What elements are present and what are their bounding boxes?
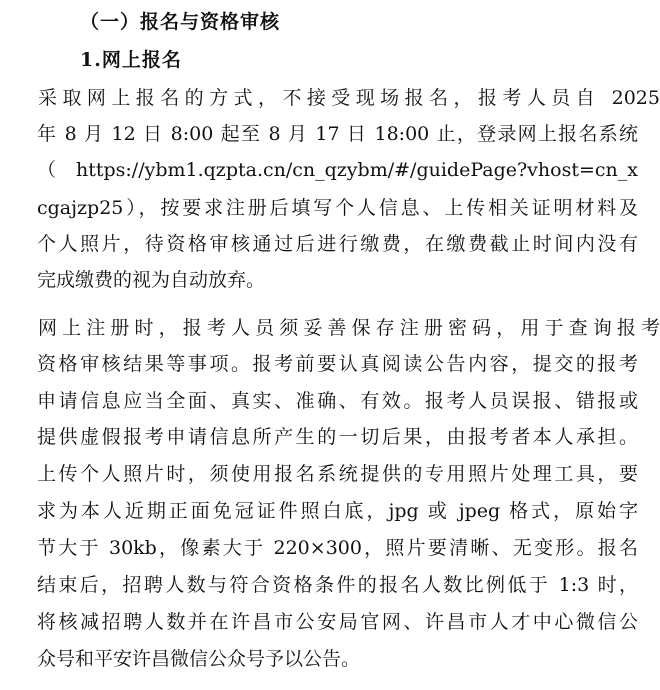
- paragraph2-line: 结束后，招聘人数与符合资格条件的报名人数比例低于 1:3 时，: [37, 574, 638, 596]
- paragraph2-line: 网上注册时，报考人员须妥善保存注册密码，用于查询报考: [38, 317, 660, 339]
- paragraph2-line: 节大于 30kb，像素大于 220×300，照片要清晰、无变形。报名: [37, 537, 638, 559]
- paragraph2-line: 求为本人近期正面免冠证件照白底，jpg 或 jpeg 格式，原始字: [37, 500, 638, 522]
- paragraph2-line: 将核减招聘人数并在许昌市公安局官网、许昌市人才中心微信公: [37, 611, 638, 633]
- paragraph2-line: 上传个人照片时，须使用报名系统提供的专用照片处理工具，要: [37, 463, 638, 485]
- paragraph2-line: 众号和平安许昌微信公众号予以公告。: [37, 648, 361, 670]
- paragraph2-line: 资格审核结果等事项。报考前要认真阅读公告内容，提交的报考: [37, 353, 638, 375]
- sub-heading: 1.网上报名: [80, 49, 182, 71]
- paragraph2-line: 提供虚假报考申请信息所产生的一切后果，由报考者本人承担。: [37, 426, 638, 448]
- paragraph1-line: （ https://ybm1.qzpta.cn/cn_qzybm/#/guidePage?vhost=cn_x: [37, 159, 638, 181]
- section-heading: （一）报名与资格审核: [80, 11, 281, 33]
- paragraph1-line: 年 8 月 12 日 8:00 起至 8 月 17 日 18:00 止，登录网上报名系统: [37, 123, 638, 145]
- paragraph1-line: cgajzp25），按要求注册后填写个人信息、上传相关证明材料及: [37, 197, 638, 219]
- paragraph1-line: 采取网上报名的方式，不接受现场报名，报考人员自 2025: [38, 87, 660, 109]
- paragraph2-line: 申请信息应当全面、真实、准确、有效。报考人员误报、错报或: [37, 390, 638, 412]
- paragraph1-line: 个人照片，待资格审核通过后进行缴费，在缴费截止时间内没有: [37, 233, 638, 255]
- paragraph1-line: 完成缴费的视为自动放弃。: [37, 269, 266, 291]
